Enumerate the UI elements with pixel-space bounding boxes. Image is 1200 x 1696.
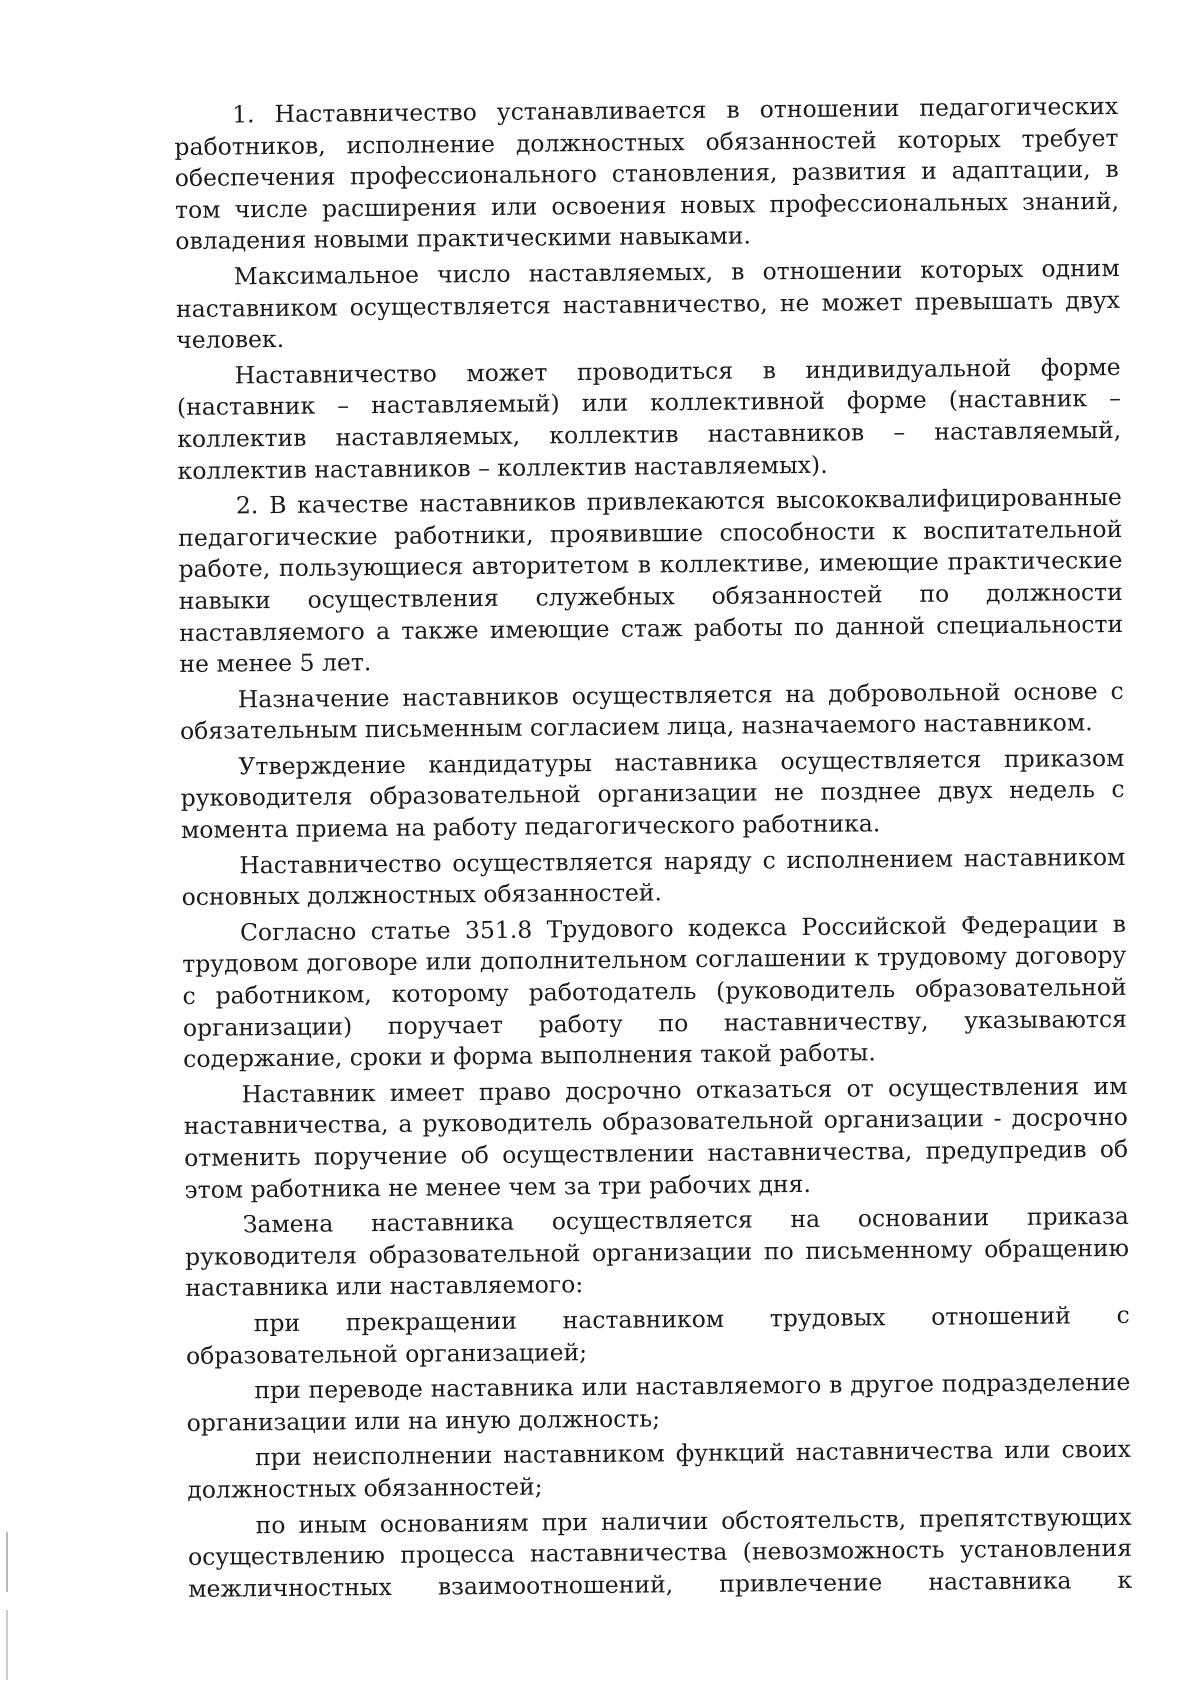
scan-edge-mark — [6, 1532, 8, 1592]
paragraph-mentoring-forms: Наставничество может проводиться в индивидуальной форме (наставник – наставляемый) или коллективной форме (наставник – коллектив наставляемых, коллектив наставников – наставляемый, коллектив наставников – коллектив наставляемых). — [176, 352, 1122, 485]
paragraph-approval-order: Утверждение кандидатуры наставника осуществляется приказом руководителя образовательной организации не позднее двух недель с момента приема на работу педагогического работника. — [180, 743, 1125, 845]
paragraph-2-mentor-selection: 2. В качестве наставников привлекаются высококвалифицированные педагогические работники, проявившие способности к воспитательной работе, пользующиеся авторитетом в коллективе, имеющие практические навыки осуществления служебных обязанностей по должности наставляемого а также имеющие стаж работы по данной специальности не менее 5 лет. — [178, 483, 1124, 679]
paragraph-early-termination: Наставник имеет право досрочно отказаться от осуществления им наставничества, а руководитель образовательной организации - досрочно отменить поручение об осуществлении наставничества, предупредив об этом работника не менее чем за три рабочих дня. — [183, 1071, 1129, 1204]
paragraph-labor-code-article: Согласно статье 351.8 Трудового кодекса Российской Федерации в трудовом договоре или дополнительном соглашении к трудовому договору с работником, которому работодатель (руководитель образовательной организации) поручает работу по наставничеству, указываются содержание, сроки и форма выполнения такой работы. — [182, 909, 1127, 1074]
paragraph-1-mentoring-scope: 1. Наставничество устанавливается в отношении педагогических работников, исполнение должностных обязанностей которых требует обеспечения профессионального становления, развития и адаптации, в том числе расширения или освоения новых профессиональных знаний, овладения новыми практическими навыками. — [174, 91, 1120, 256]
paragraph-parallel-duties: Наставничество осуществляется наряду с исполнением наставником основных должностных обязанностей. — [181, 842, 1126, 912]
list-item-transfer: при переводе наставника или наставляемого в другое подразделение организации или на иную должность; — [186, 1368, 1131, 1437]
paragraph-mentor-replacement: Замена наставника осуществляется на основании приказа руководителя образовательной организации по письменному обращению наставника или наставляемого: — [184, 1202, 1130, 1303]
document-body — [174, 91, 1132, 1609]
list-item-employment-ended: при прекращении наставником трудовых отношений с образовательной организацией; — [185, 1300, 1130, 1370]
list-item-non-performance: при неисполнении наставником функций наставничества или своих должностных обязанностей; — [187, 1435, 1132, 1504]
list-item-other-grounds: по иным основаниям при наличии обстоятельств, препятствующих осуществлению процесса наставничества (невозможность установления межличностных взаимоотношений, привлечение наставника к — [187, 1502, 1133, 1603]
paragraph-max-mentees: Максимальное число наставляемых, в отношении которых одним наставником осуществляется наставничество, не может превышать двух человек. — [175, 253, 1121, 355]
paragraph-voluntary-appointment: Назначение наставников осуществляется на добровольной основе с обязательным письменным согласием лица, назначаемого наставником. — [179, 676, 1124, 746]
scan-edge-mark — [6, 1610, 8, 1680]
